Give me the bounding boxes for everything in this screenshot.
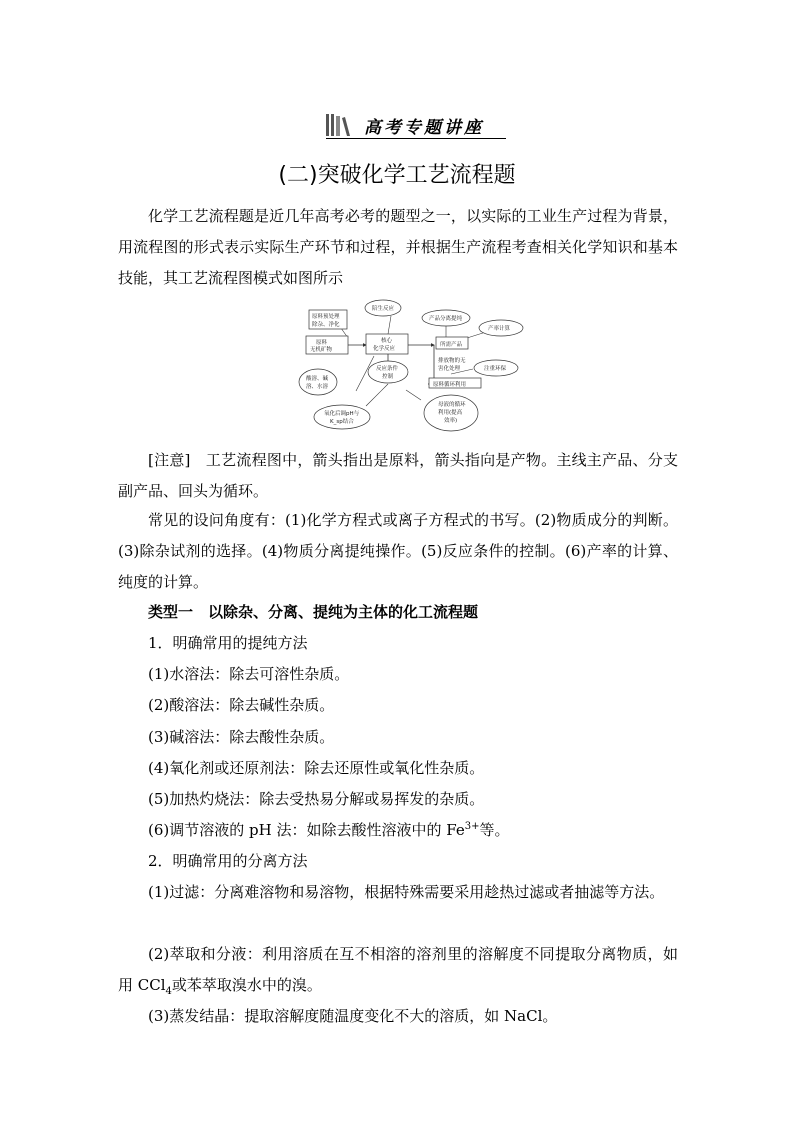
filter-paragraph: (1)过滤：分离难溶物和易溶物，根据特殊需要采用趁热过滤或者抽滤等方法。	[148, 883, 665, 901]
diagram-preprocess-1: 原料预处理	[312, 314, 340, 320]
method-item: (4)氧化剂或还原剂法：除去还原性或氧化性杂质。	[148, 759, 485, 777]
diagram-mother-liquor-3: 效率)	[444, 418, 458, 424]
method-item: (5)加热灼烧法：除去受热易分解或易挥发的杂质。	[148, 790, 485, 808]
diagram-waste-2: 害化处理	[438, 366, 461, 372]
note-paragraph	[118, 445, 678, 507]
diagram-mother-liquor-1: 母液的循环	[438, 402, 466, 408]
diagram-conditions-2: 控制	[382, 374, 394, 380]
diagram-separation: 产品分离提纯	[429, 316, 463, 322]
extraction-paragraph: (2)萃取和分液：利用溶质在互不相溶的溶剂里的溶解度不同提取分离物质，如用 CCl$_4$或苯萃取溴水中的溴。	[118, 945, 678, 997]
evaporation-paragraph: (3)蒸发结晶：提取溶解度随温度变化不大的溶质，如 NaCl。	[148, 1007, 558, 1025]
method-item: (1)水溶法：除去可溶性杂质。	[148, 665, 350, 683]
diagram-raw-2: 无机矿物	[310, 347, 333, 353]
diagram-core-1: 核心	[381, 338, 393, 344]
diagram-recycle: 原料循环利用	[433, 382, 467, 388]
diagram-mother-liquor-2: 利用(提高	[438, 410, 463, 416]
diagram-side-reaction: 陪生反应	[372, 306, 395, 312]
diagram-oxidation-2: K_sp结合	[330, 419, 354, 425]
diagram-core-2: 化学反应	[373, 346, 396, 352]
intro-paragraph: 化学工艺流程题是近几年高考必考的题型之一，以实际的工业生产过程为背景，用流程图的形式表示实际生产环节和过程，并根据生产流程考查相关化学知识和基本技能，其工艺流程图模式如图所示	[118, 207, 678, 287]
section-header-text: 高考专题讲座	[364, 118, 484, 138]
section2-heading: 2．明确常用的分离方法	[148, 852, 308, 870]
books-icon	[326, 114, 350, 136]
diagram-product: 所需产品	[440, 342, 463, 348]
process-flow-diagram	[296, 296, 534, 434]
diagram-dissolve-1: 酸溶、碱	[306, 376, 329, 382]
note-label: [注意]	[148, 451, 191, 469]
diagram-dissolve-2: 溶、水溶	[306, 384, 329, 390]
note-text: 工艺流程图中，箭头指出是原料，箭头指向是产物。主线主产品、分支副产品、回头为循环。	[118, 451, 678, 500]
section1-heading: 1．明确常用的提纯方法	[148, 634, 308, 652]
method-item: (2)酸溶法：除去碱性杂质。	[148, 696, 335, 714]
section-header	[326, 112, 506, 139]
common-angles-paragraph: 常见的设问角度有：(1)化学方程式或离子方程式的书写。(2)物质成分的判断。(3)除杂试剂的选择。(4)物质分离提纯操作。(5)反应条件的控制。(6)产率的计算、纯度的计算。	[118, 511, 678, 591]
method-item-ph: (6)调节溶液的 pH 法：如除去酸性溶液中的 $Fe^{3+}$等。	[148, 821, 510, 839]
diagram-yield: 产率计算	[488, 326, 511, 332]
page-title: (二)突破化学工艺流程题	[278, 163, 516, 188]
diagram-conditions-1: 反应条件	[376, 366, 399, 372]
diagram-waste-1: 排放物的无	[438, 358, 466, 364]
diagram-oxidation-1: 氧化后调pH与	[324, 411, 360, 417]
diagram-environment: 注重环保	[484, 366, 507, 372]
type1-heading: 类型一 以除杂、分离、提纯为主体的化工流程题	[148, 603, 479, 621]
method-item: (3)碱溶法：除去酸性杂质。	[148, 728, 335, 746]
diagram-raw-1: 原料	[316, 340, 328, 346]
diagram-preprocess-2: 除杂、净化	[312, 322, 340, 328]
